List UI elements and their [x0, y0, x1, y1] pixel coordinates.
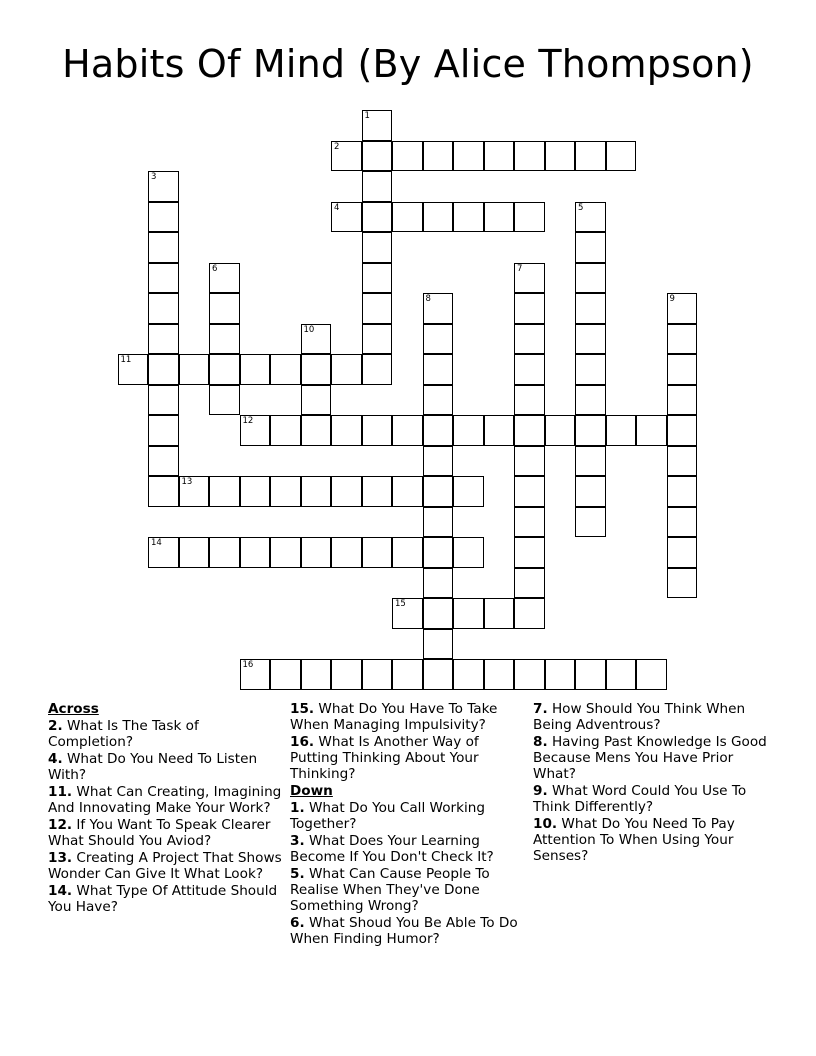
grid-cell[interactable] [331, 415, 362, 446]
grid-cell[interactable] [484, 141, 515, 172]
grid-cell[interactable] [667, 324, 698, 355]
down-clue [290, 915, 526, 947]
grid-cell[interactable] [575, 263, 606, 294]
clue-number: 6. [290, 915, 305, 931]
clue-text: Having Past Knowledge Is Good Because Mens You Have Prior What? [533, 734, 767, 782]
cell-number: 15 [395, 599, 406, 609]
grid-cell[interactable] [514, 141, 545, 172]
grid-cell[interactable] [301, 659, 332, 690]
clue-number: 9. [533, 783, 548, 799]
grid-cell[interactable] [301, 537, 332, 568]
grid-cell[interactable] [392, 141, 423, 172]
grid-cell[interactable] [362, 293, 393, 324]
across-clue [290, 734, 526, 782]
grid-cell[interactable] [575, 507, 606, 538]
grid-cell[interactable] [514, 324, 545, 355]
cell-number: 8 [425, 294, 431, 304]
grid-cell[interactable] [362, 263, 393, 294]
grid-cell[interactable] [514, 507, 545, 538]
grid-cell[interactable] [423, 202, 454, 233]
clue-number: 8. [533, 734, 548, 750]
grid-cell[interactable] [423, 415, 454, 446]
down-heading: Down [290, 783, 333, 799]
grid-cell[interactable] [392, 415, 423, 446]
grid-cell[interactable] [270, 537, 301, 568]
clue-text: What Word Could You Use To Think Differently? [533, 783, 747, 815]
cell-number: 3 [151, 172, 157, 182]
grid-cell[interactable] [514, 263, 545, 294]
grid-cell[interactable] [362, 537, 393, 568]
across-clue [48, 850, 284, 882]
grid-cell[interactable] [514, 385, 545, 416]
grid-cell[interactable] [362, 232, 393, 263]
grid-cell[interactable] [575, 354, 606, 385]
grid-cell[interactable] [240, 537, 271, 568]
grid-cell[interactable] [209, 263, 240, 294]
grid-cell[interactable] [331, 202, 362, 233]
grid-cell[interactable] [514, 415, 545, 446]
grid-cell[interactable] [575, 415, 606, 446]
grid-cell[interactable] [514, 537, 545, 568]
grid-cell[interactable] [423, 507, 454, 538]
grid-cell[interactable] [453, 141, 484, 172]
cell-number: 6 [212, 263, 218, 274]
grid-cell[interactable] [667, 354, 698, 385]
grid-cell[interactable] [301, 324, 332, 355]
grid-cell[interactable] [392, 476, 423, 507]
cell-number: 9 [669, 294, 675, 304]
grid-cell[interactable] [209, 537, 240, 568]
grid-cell[interactable] [575, 476, 606, 507]
cell-number: 7 [517, 263, 523, 274]
cell-number: 14 [151, 538, 162, 548]
grid-cell[interactable] [423, 385, 454, 416]
clues-column-2 [290, 701, 526, 948]
cell-number: 5 [578, 202, 584, 213]
grid-cell[interactable] [362, 324, 393, 355]
grid-cell[interactable] [148, 263, 179, 294]
grid-cell[interactable] [667, 568, 698, 599]
across-heading: Across [48, 701, 99, 717]
down-clue [533, 783, 769, 815]
grid-cell[interactable] [453, 537, 484, 568]
grid-cell[interactable] [423, 629, 454, 660]
clue-text: What Can Creating, Imagining And Innovating Make Your Work? [48, 784, 282, 816]
clue-text: What Can Cause People To Realise When They've Done Something Wrong? [290, 866, 490, 914]
grid-cell[interactable] [148, 537, 179, 568]
clue-text: What Do You Need To Pay Attention To When Using Your Senses? [533, 816, 735, 864]
clue-number: 1. [290, 800, 305, 816]
grid-cell[interactable] [514, 202, 545, 233]
across-clue [48, 751, 284, 783]
grid-cell[interactable] [484, 598, 515, 629]
grid-cell[interactable] [423, 659, 454, 690]
across-clue [48, 817, 284, 849]
clue-number: 10. [533, 816, 558, 832]
grid-cell[interactable] [301, 354, 332, 385]
grid-cell[interactable] [209, 293, 240, 324]
grid-cell[interactable] [423, 446, 454, 477]
grid-cell[interactable] [362, 141, 393, 172]
grid-cell[interactable] [148, 415, 179, 446]
down-clue [290, 866, 526, 914]
clue-number: 14. [48, 883, 73, 899]
grid-cell[interactable] [667, 415, 698, 446]
clue-text: Creating A Project That Shows Wonder Can Give It What Look? [48, 850, 282, 882]
grid-cell[interactable] [148, 446, 179, 477]
grid-cell[interactable] [453, 415, 484, 446]
grid-cell[interactable] [270, 476, 301, 507]
grid-cell[interactable] [545, 415, 576, 446]
grid-cell[interactable] [606, 659, 637, 690]
grid-cell[interactable] [514, 476, 545, 507]
grid-cell[interactable] [331, 659, 362, 690]
grid-cell[interactable] [636, 659, 667, 690]
clue-text: What Do You Have To Take When Managing Impulsivity? [290, 701, 498, 733]
across-clue [290, 701, 526, 733]
grid-cell[interactable] [362, 476, 393, 507]
grid-cell[interactable] [148, 202, 179, 233]
clue-number: 3. [290, 833, 305, 849]
grid-cell[interactable] [545, 659, 576, 690]
grid-cell[interactable] [240, 659, 271, 690]
grid-cell[interactable] [240, 476, 271, 507]
grid-cell[interactable] [179, 476, 210, 507]
grid-cell[interactable] [270, 354, 301, 385]
grid-cell[interactable] [514, 598, 545, 629]
grid-cell[interactable] [362, 415, 393, 446]
grid-cell[interactable] [453, 659, 484, 690]
cell-number: 11 [120, 355, 132, 365]
grid-cell[interactable] [270, 415, 301, 446]
grid-cell[interactable] [606, 415, 637, 446]
grid-cell[interactable] [148, 171, 179, 202]
cell-number: 4 [334, 202, 340, 213]
grid-cell[interactable] [270, 659, 301, 690]
cell-number: 13 [181, 477, 193, 487]
clue-number: 13. [48, 850, 73, 866]
grid-cell[interactable] [423, 354, 454, 385]
grid-cell[interactable] [331, 354, 362, 385]
down-clue [533, 701, 769, 733]
grid-cell[interactable] [667, 507, 698, 538]
clue-number: 16. [290, 734, 315, 750]
grid-cell[interactable] [514, 568, 545, 599]
grid-cell[interactable] [423, 324, 454, 355]
grid-cell[interactable] [423, 568, 454, 599]
grid-cell[interactable] [575, 324, 606, 355]
grid-cell[interactable] [209, 385, 240, 416]
grid-cell[interactable] [148, 385, 179, 416]
cell-number: 10 [303, 324, 315, 335]
cell-number: 12 [242, 416, 254, 426]
grid-cell[interactable] [667, 476, 698, 507]
grid-cell[interactable] [575, 385, 606, 416]
grid-cell[interactable] [453, 202, 484, 233]
grid-cell[interactable] [301, 415, 332, 446]
grid-cell[interactable] [148, 324, 179, 355]
grid-cell[interactable] [484, 415, 515, 446]
down-clue [290, 800, 526, 832]
grid-cell[interactable] [575, 232, 606, 263]
grid-cell[interactable] [636, 415, 667, 446]
across-clue [48, 784, 284, 816]
grid-cell[interactable] [392, 659, 423, 690]
grid-cell[interactable] [667, 537, 698, 568]
grid-cell[interactable] [667, 446, 698, 477]
grid-cell[interactable] [118, 354, 149, 385]
grid-cell[interactable] [453, 598, 484, 629]
puzzle-title: Habits Of Mind (By Alice Thompson) [62, 42, 754, 86]
grid-cell[interactable] [362, 659, 393, 690]
grid-cell[interactable] [423, 293, 454, 324]
grid-cell[interactable] [331, 476, 362, 507]
cell-number: 2 [334, 141, 340, 152]
grid-cell[interactable] [392, 598, 423, 629]
grid-cell[interactable] [392, 202, 423, 233]
clue-text: What Does Your Learning Become If You Don't Check It? [290, 833, 494, 865]
grid-cell[interactable] [514, 446, 545, 477]
grid-cell[interactable] [148, 476, 179, 507]
grid-cell[interactable] [362, 171, 393, 202]
grid-cell[interactable] [667, 293, 698, 324]
clue-number: 12. [48, 817, 73, 833]
down-clue [290, 833, 526, 865]
grid-cell[interactable] [514, 659, 545, 690]
clue-text: What Is The Task of Completion? [48, 718, 199, 750]
grid-cell[interactable] [575, 141, 606, 172]
grid-cell[interactable] [423, 598, 454, 629]
grid-cell[interactable] [392, 537, 423, 568]
grid-cell[interactable] [575, 659, 606, 690]
grid-cell[interactable] [423, 141, 454, 172]
grid-cell[interactable] [575, 202, 606, 233]
grid-cell[interactable] [362, 202, 393, 233]
grid-cell[interactable] [209, 476, 240, 507]
down-clue [533, 734, 769, 782]
across-clue [48, 718, 284, 750]
clue-text: If You Want To Speak Clearer What Should You Aviod? [48, 817, 271, 849]
clue-number: 15. [290, 701, 315, 717]
grid-cell[interactable] [331, 537, 362, 568]
grid-cell[interactable] [148, 232, 179, 263]
grid-cell[interactable] [667, 385, 698, 416]
grid-cell[interactable] [209, 324, 240, 355]
down-clue [533, 816, 769, 864]
grid-cell[interactable] [423, 537, 454, 568]
clues-column-3 [533, 701, 769, 865]
grid-cell[interactable] [423, 476, 454, 507]
grid-cell[interactable] [179, 537, 210, 568]
grid-cell[interactable] [362, 110, 393, 141]
grid-cell[interactable] [575, 293, 606, 324]
grid-cell[interactable] [301, 385, 332, 416]
cell-number: 16 [242, 660, 254, 670]
grid-cell[interactable] [606, 141, 637, 172]
grid-cell[interactable] [179, 354, 210, 385]
grid-cell[interactable] [362, 354, 393, 385]
clue-number: 4. [48, 751, 63, 767]
across-clue [48, 883, 284, 915]
grid-cell[interactable] [240, 415, 271, 446]
grid-cell[interactable] [545, 141, 576, 172]
grid-cell[interactable] [240, 354, 271, 385]
clue-number: 11. [48, 784, 73, 800]
cell-number: 1 [364, 111, 370, 121]
grid-cell[interactable] [484, 202, 515, 233]
clue-number: 2. [48, 718, 63, 734]
clue-text: What Shoud You Be Able To Do When Finding Humor? [290, 915, 518, 947]
clue-text: What Is Another Way of Putting Thinking About Your Thinking? [290, 734, 479, 782]
grid-cell[interactable] [575, 446, 606, 477]
clues-column-1 [48, 701, 284, 916]
grid-cell[interactable] [514, 293, 545, 324]
clue-number: 7. [533, 701, 548, 717]
grid-cell[interactable] [148, 354, 179, 385]
grid-cell[interactable] [453, 476, 484, 507]
clue-text: What Type Of Attitude Should You Have? [48, 883, 278, 915]
grid-cell[interactable] [148, 293, 179, 324]
clue-number: 5. [290, 866, 305, 882]
grid-cell[interactable] [331, 141, 362, 172]
grid-cell[interactable] [301, 476, 332, 507]
grid-cell[interactable] [514, 354, 545, 385]
grid-cell[interactable] [484, 659, 515, 690]
clue-text: What Do You Need To Listen With? [48, 751, 258, 783]
clue-text: How Should You Think When Being Adventrous? [533, 701, 746, 733]
clue-text: What Do You Call Working Together? [290, 800, 485, 832]
grid-cell[interactable] [209, 354, 240, 385]
